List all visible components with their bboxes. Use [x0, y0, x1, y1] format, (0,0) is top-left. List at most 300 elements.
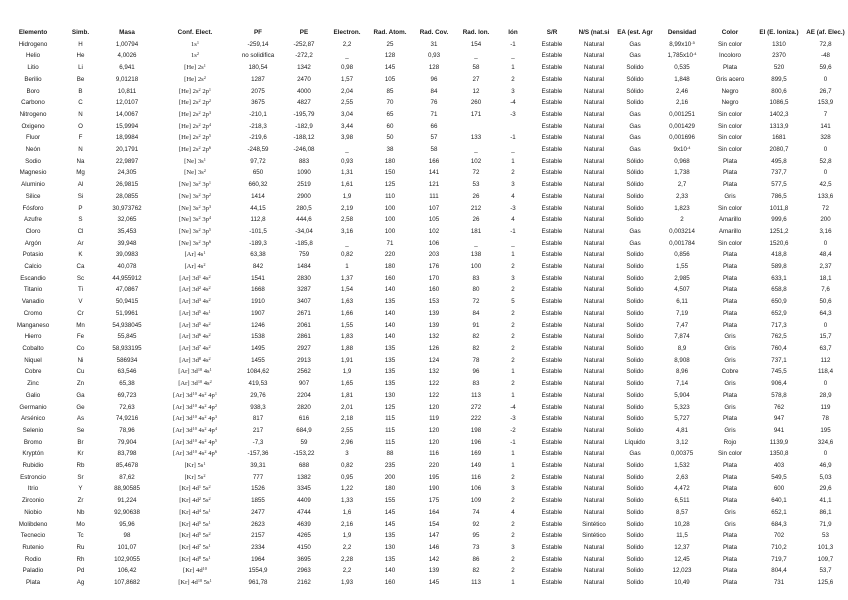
covalent-radius: 119 [429, 415, 439, 423]
element-name: Zinc [27, 380, 39, 388]
density-value: 2 [680, 216, 684, 224]
element-symbol: P [78, 204, 83, 212]
melting-point: -210,1 [249, 110, 267, 118]
ionic-radius: 78 [472, 356, 480, 364]
ionic-radius: 82 [472, 567, 480, 575]
melting-point: 1910 [251, 298, 265, 306]
electronegativity: 2,2 [342, 567, 352, 575]
atomic-radius: 150 [384, 169, 396, 177]
electron-configuration [156, 554, 234, 566]
state: Solido [626, 298, 644, 306]
stability: Estable [541, 356, 563, 364]
element-symbol: Br [77, 438, 84, 446]
ion-charge: 5 [511, 298, 515, 306]
density-value: 11,5 [676, 532, 688, 540]
element-name: Calcio [24, 263, 42, 271]
state: Gas [629, 239, 641, 247]
ionization-energy: 589,8 [771, 263, 787, 271]
config-exponent: 2 [198, 180, 201, 186]
density [656, 320, 708, 332]
config-exponent: 2 [198, 226, 201, 232]
config-part: 4s [201, 274, 209, 282]
element-symbol: Mn [76, 321, 85, 329]
table-row [3, 179, 845, 191]
stability: Estable [541, 309, 563, 317]
electron-affinity: 46,9 [819, 462, 832, 470]
table-row [3, 577, 845, 589]
element-name: Selenio [22, 426, 44, 434]
config-exponent: 10 [197, 379, 203, 385]
config-part: 4s [196, 391, 205, 399]
electron-affinity: 28,9 [819, 391, 832, 399]
ionization-energy: 719,7 [771, 555, 787, 563]
atomic-radius: 135 [384, 298, 396, 306]
config-part: 3p [200, 181, 209, 189]
atomic-radius: 60 [386, 122, 394, 130]
ion-charge: 2 [511, 75, 515, 83]
ionic-radius: 83 [472, 274, 480, 282]
ionization-energy: 999,6 [771, 216, 787, 224]
color: Sin color [717, 450, 743, 458]
state: Sólido [626, 181, 644, 189]
boiling-point: 59 [300, 438, 308, 446]
element-symbol: Ga [76, 391, 85, 399]
ionic-radius: 74 [472, 508, 480, 516]
atomic-mass: 91,224 [117, 497, 137, 505]
ionization-energy: 577,5 [771, 181, 787, 189]
melting-point: -218,3 [249, 122, 267, 130]
boiling-point: 2927 [297, 344, 311, 352]
atomic-mass: 79,904 [117, 438, 137, 446]
color: Negro [721, 99, 739, 107]
table-row [3, 273, 845, 285]
density [656, 542, 708, 554]
electronegativity: 2,2 [342, 543, 352, 551]
electron-configuration [156, 320, 234, 332]
state: Solido [626, 64, 644, 72]
density-value: 12,37 [674, 543, 690, 551]
ionic-radius: 82 [472, 344, 480, 352]
atomic-mass: 35,453 [117, 227, 137, 235]
boiling-point: 1382 [297, 473, 311, 481]
electron-affinity: 119 [820, 403, 831, 411]
table-row [3, 390, 845, 402]
melting-point: 180,54 [248, 64, 268, 72]
electronegativity: _ [345, 52, 349, 60]
atomic-radius: 200 [384, 473, 396, 481]
electron-affinity: 15,7 [819, 333, 832, 341]
color: Incoloro [718, 52, 741, 60]
element-symbol: Ag [76, 579, 85, 587]
covalent-radius: 146 [428, 543, 440, 551]
ion-charge: 1 [511, 579, 515, 587]
density [656, 554, 708, 566]
ionic-radius: 113 [471, 579, 481, 587]
origin: Natural [584, 356, 604, 364]
ion-charge: 4 [511, 216, 515, 224]
config-exponent: 2 [198, 191, 201, 197]
origin: Natural [584, 263, 604, 271]
atomic-mass: 9,01218 [115, 75, 139, 83]
density-value: 7,47 [675, 321, 689, 329]
electron-configuration [156, 308, 234, 320]
config-part: 4p [206, 450, 215, 458]
atomic-radius: 135 [384, 356, 396, 364]
electron-configuration [156, 179, 234, 191]
color: Sin color [717, 146, 743, 154]
config-part: [Ar] 3d [178, 368, 198, 376]
stability: Estable [541, 87, 563, 95]
stability: Estable [541, 251, 563, 259]
table-row [3, 226, 845, 238]
config-part: [Ar] 3d [173, 415, 193, 423]
element-name: Rubidio [22, 462, 44, 470]
element-name: Germanio [19, 403, 47, 411]
element-symbol: Pd [76, 567, 85, 575]
electron-affinity: 0 [823, 380, 828, 388]
stability: Estable [541, 157, 563, 165]
electronegativity: 1 [345, 263, 349, 271]
electron-affinity: 78 [822, 415, 829, 423]
density-value: 2,7 [677, 181, 687, 189]
electron-configuration [156, 296, 234, 308]
table-row [3, 74, 845, 86]
config-part: 5s [201, 508, 209, 516]
stability: Estable [541, 473, 563, 481]
atomic-radius: 160 [384, 579, 396, 587]
ionization-energy: 652,9 [771, 309, 787, 317]
melting-point: 419,53 [248, 380, 268, 388]
color: Plata [722, 473, 738, 481]
element-symbol: O [78, 122, 83, 130]
table-row [3, 156, 845, 168]
table-row [3, 214, 845, 226]
ionic-radius: 198 [470, 426, 482, 434]
boiling-point: 4265 [297, 532, 311, 540]
table-row [3, 284, 845, 296]
density-value: 0,00375 [670, 450, 694, 458]
ion-charge: 2 [511, 380, 515, 388]
config-exponent: 6 [208, 145, 212, 151]
boiling-point: 4409 [297, 497, 311, 505]
covalent-radius: 126 [428, 344, 440, 352]
ionization-energy: 403 [773, 462, 785, 470]
boiling-point: 2162 [297, 579, 311, 587]
column-header: Color [721, 29, 739, 36]
ionization-energy: 710,2 [771, 543, 787, 551]
electron-configuration [156, 238, 234, 250]
color: Gris [724, 333, 736, 341]
origin: Natural [584, 251, 604, 259]
covalent-radius: 120 [428, 403, 440, 411]
config-exponent: 6 [208, 238, 212, 244]
table-row [3, 402, 845, 414]
element-symbol: Se [76, 426, 85, 434]
state: Solido [626, 473, 644, 481]
boiling-point: 684,9 [296, 426, 312, 434]
stability: Estable [541, 508, 563, 516]
stability: Estable [541, 64, 563, 72]
config-exponent: 2 [198, 215, 201, 221]
atomic-radius: 135 [384, 368, 396, 376]
state: Gas [629, 52, 641, 60]
stability: Estable [541, 204, 563, 212]
stability: Estable [541, 192, 563, 200]
density [656, 226, 708, 238]
color: Sin color [717, 204, 743, 212]
element-symbol: Ar [77, 239, 84, 247]
electron-configuration [156, 167, 234, 179]
ionic-radius: _ [474, 239, 478, 247]
config-part: 1s [190, 40, 197, 48]
atomic-radius: 140 [384, 309, 396, 317]
melting-point: 961,78 [248, 579, 268, 587]
electronegativity: 1,33 [340, 497, 354, 505]
ion-charge: 2 [511, 344, 515, 352]
table-row [3, 331, 845, 343]
ion-charge: -1 [510, 134, 516, 142]
config-exponent: 1 [203, 461, 206, 467]
state: Sólido [626, 87, 644, 95]
periodic-data-sheet [3, 27, 845, 589]
electron-configuration [156, 519, 234, 531]
density-value: 1,848 [674, 75, 690, 83]
stability: Estable [541, 286, 563, 294]
color: Amarillo [718, 216, 742, 224]
config-exponent: 7 [198, 542, 202, 548]
config-exponent: 6 [214, 449, 217, 455]
state: Solido [626, 274, 644, 282]
table-row [3, 507, 845, 519]
atomic-radius: 38 [386, 146, 394, 154]
origin: Natural [584, 298, 604, 306]
density-value: 2,46 [675, 87, 689, 95]
ion-charge: 2 [511, 333, 515, 341]
boiling-point: 2900 [297, 192, 311, 200]
config-exponent: 2 [208, 273, 211, 279]
atomic-mass: 20,1791 [115, 146, 139, 154]
covalent-radius: 121 [428, 181, 440, 189]
config-part: 4s [201, 298, 209, 306]
ionization-energy: 1350,8 [769, 450, 789, 458]
melting-point: no solidifica [241, 52, 275, 60]
ionic-radius: 222 [470, 415, 482, 423]
ionization-energy: 1139,9 [769, 438, 789, 446]
boiling-point: 4639 [297, 520, 311, 528]
color: Sin color [717, 239, 743, 247]
electron-affinity: 52,8 [819, 157, 832, 165]
config-exponent: 10 [197, 578, 203, 584]
atomic-mass: 85,4678 [115, 462, 139, 470]
electron-affinity: 109,7 [817, 555, 834, 563]
origin: Natural [584, 169, 604, 177]
ion-charge: -1 [510, 40, 516, 48]
ionization-energy: 652,1 [771, 508, 787, 516]
density-value: 8,99x10 [669, 40, 692, 48]
element-name: Litio [27, 64, 39, 72]
config-exponent: 2 [208, 496, 211, 502]
density [656, 238, 708, 250]
density-value: 1,55 [675, 263, 689, 271]
column-header: Rad. Atom. [373, 29, 407, 36]
ion-charge: -3 [510, 415, 516, 423]
ion-charge: 2 [511, 309, 515, 317]
electron-configuration [156, 121, 234, 133]
electron-configuration [156, 413, 234, 425]
origin: Sintético [582, 520, 606, 528]
electronegativity: 1,55 [340, 321, 354, 329]
config-exponent: 4 [214, 425, 217, 431]
electronegativity: 1,65 [340, 380, 354, 388]
config-part: [Kr] 4d [179, 485, 199, 493]
boiling-point: 4000 [297, 87, 311, 95]
atomic-mass: 101,07 [117, 543, 137, 551]
ionic-radius: 91 [472, 321, 480, 329]
electron-affinity: 18,1 [819, 274, 832, 282]
stability: Estable [541, 263, 563, 271]
density [656, 460, 708, 472]
config-exponent: 1 [203, 250, 206, 256]
origin: Natural [584, 415, 604, 423]
density [656, 86, 708, 98]
electronegativity: 1,6 [342, 508, 352, 516]
config-part: [Ar] 4s [184, 263, 204, 271]
ion-charge: 2 [511, 321, 515, 329]
density-value: 0,968 [674, 157, 690, 165]
atomic-mass: 58,933195 [112, 344, 142, 352]
color: Gris [724, 520, 736, 528]
ionic-radius: 72 [472, 169, 480, 177]
origin: Natural [584, 99, 604, 107]
density-value: 2,63 [675, 473, 689, 481]
element-name: Silice [25, 192, 41, 200]
density-value: 7,874 [674, 333, 690, 341]
origin: Natural [584, 204, 604, 212]
atomic-radius: 140 [384, 333, 396, 341]
electron-affinity: 72 [822, 204, 829, 212]
ionization-energy: 684,3 [771, 520, 787, 528]
config-part: 5s [201, 555, 209, 563]
config-part: 3p [200, 192, 209, 200]
element-name: Cloro [25, 227, 41, 235]
electron-configuration [156, 214, 234, 226]
config-part: 3p [200, 227, 209, 235]
column-header: Elemento [18, 29, 48, 36]
atomic-mass: 50,9415 [115, 298, 139, 306]
config-part: [Ar] 3d [179, 344, 199, 352]
color: Gris [724, 403, 736, 411]
ionization-energy: 804,4 [771, 567, 787, 575]
config-part: 3p [200, 204, 209, 212]
electronegativity: 1,81 [340, 391, 354, 399]
origin: Natural [584, 579, 604, 587]
electron-affinity: 59,6 [819, 64, 832, 72]
config-part: 4s [196, 438, 205, 446]
covalent-radius: 132 [428, 333, 440, 341]
melting-point: 2334 [251, 543, 265, 551]
ionization-energy: 941 [773, 426, 785, 434]
covalent-radius: 116 [429, 450, 439, 458]
config-part: [Ne] 3s [178, 216, 199, 224]
covalent-radius: 141 [428, 169, 440, 177]
atomic-radius: 140 [384, 321, 396, 329]
covalent-radius: 195 [428, 473, 440, 481]
ion-charge: 3 [511, 543, 515, 551]
config-exponent: 1 [198, 484, 202, 490]
electron-configuration [156, 261, 234, 273]
density [656, 366, 708, 378]
density-value: 0,001429 [669, 122, 695, 130]
config-exponent: 4 [208, 215, 212, 221]
stability: Estable [541, 415, 563, 423]
config-part: 5s [201, 520, 209, 528]
density-value: 6,11 [676, 298, 688, 306]
melting-point: 1287 [251, 75, 265, 83]
atomic-mass: 28,0855 [115, 192, 139, 200]
ionic-radius: 109 [470, 497, 482, 505]
config-exponent: 2 [198, 496, 202, 502]
color: Plata [722, 415, 738, 423]
element-name: Rutenio [22, 543, 44, 551]
electron-configuration [156, 472, 234, 484]
origin: Natural [584, 75, 604, 83]
color: Gris [724, 192, 736, 200]
origin: Natural [584, 333, 604, 341]
electron-affinity: 0 [823, 450, 828, 458]
origin: Natural [584, 426, 604, 434]
atomic-radius: 145 [384, 520, 396, 528]
table-row [3, 308, 845, 320]
boiling-point: 2519 [297, 181, 311, 189]
config-exponent: 10 [192, 425, 197, 431]
density-value: 9x10 [673, 146, 687, 154]
element-name: Argón [24, 239, 42, 247]
stability: Estable [541, 169, 563, 177]
ionization-energy: 760,4 [771, 344, 787, 352]
stability: Estable [541, 485, 563, 493]
ionic-radius: 138 [470, 251, 482, 259]
atomic-radius: 70 [386, 99, 394, 107]
covalent-radius: 164 [428, 508, 440, 516]
table-row [3, 249, 845, 261]
config-part: [Ar] 3d [173, 403, 193, 411]
atomic-mass: 26,9815 [115, 181, 139, 189]
config-exponent: 2 [204, 437, 207, 443]
boiling-point: 2861 [297, 333, 311, 341]
atomic-radius: 145 [384, 508, 396, 516]
ion-charge: -1 [510, 227, 516, 235]
density [656, 97, 708, 109]
density-value: 0,856 [674, 251, 690, 259]
boiling-point: 2671 [297, 309, 311, 317]
table-row [3, 97, 845, 109]
atomic-radius: 180 [384, 157, 396, 165]
color: Gris [724, 344, 736, 352]
stability: Estable [541, 450, 563, 458]
color: Gris [724, 380, 736, 388]
ion-charge: 2 [511, 555, 515, 563]
table-row [3, 425, 845, 437]
atomic-mass: 107,8682 [114, 579, 140, 587]
density [656, 565, 708, 577]
ionization-energy: 418,8 [771, 251, 787, 259]
melting-point: 1455 [251, 356, 265, 364]
element-symbol: Ti [78, 286, 83, 294]
column-header: Simb. [71, 29, 90, 36]
atomic-radius: 110 [385, 192, 395, 200]
melting-point: 29,76 [250, 391, 266, 399]
ionic-radius: 212 [470, 204, 482, 212]
